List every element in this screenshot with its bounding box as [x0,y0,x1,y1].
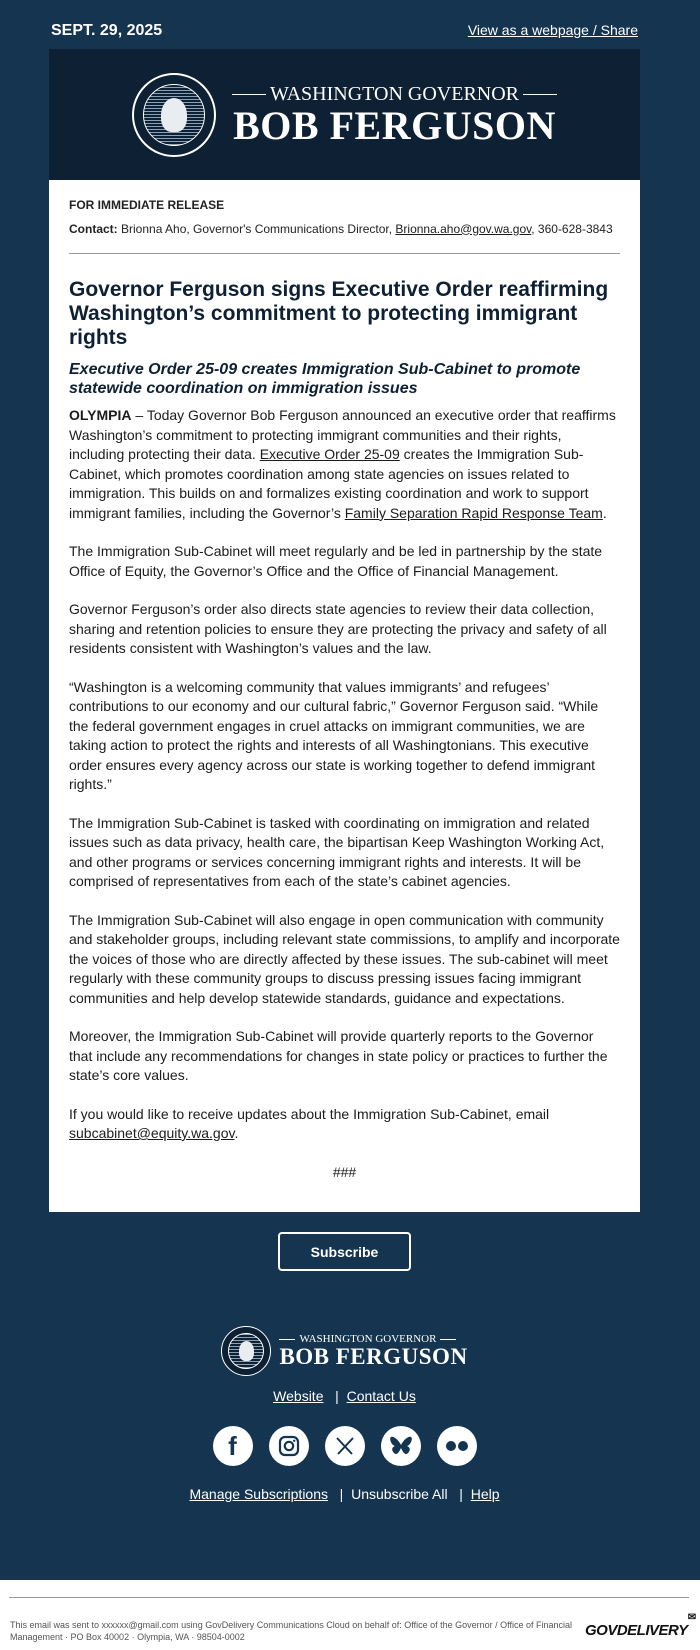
subscription-links: Manage Subscriptions | Unsubscribe All | Help [189,1486,500,1502]
subscribe-button[interactable]: Subscribe [278,1232,411,1271]
contact-line [69,220,620,240]
text: creates the Immigration Sub-Cabinet, which promotes coordination among state agencies on issues related to immigration. This builds on and formalizes existing coordination and work to support immigrant families, including the Governor’s [69,446,589,521]
legal-text: This email was sent to xxxxxx@gmail.com using GovDelivery Communications Cloud on behalf of: Office of the Governor / Office of Financial Management · PO Box 40002 · Olympia, WA · 98504-0002 [10,1620,573,1642]
text: – Today Governor Bob Ferguson announced an executive order that reaffirms Washington’s commitment to protecting immigrant communities and their rights, including protecting their data. [69,407,616,462]
flickr-icon[interactable] [437,1426,477,1466]
rapid-response-team-link[interactable]: Family Separation Rapid Response Team [344,504,603,521]
header-banner [49,49,640,180]
paragraph: The Immigration Sub-Cabinet will also engage in open communication with community and stakeholder groups, including relevant state commissions, to amplify and incorporate the voices of those who are directly affected by these issues. The sub-cabinet will meet regularly with these community groups to discuss pressing issues facing immigrant communities and help develop statewide standards, guidance and expectations. [69,911,620,1006]
footer-links [0,1388,689,1404]
release-label: FOR IMMEDIATE RELEASE [69,198,225,212]
facebook-icon[interactable]: f [213,1426,253,1466]
date: SEPT. 29, 2025 [51,22,163,39]
separator: | [335,1388,339,1404]
paragraph: Moreover, the Immigration Sub-Cabinet will provide quarterly reports to the Governor that include any recommendations for changes in state policy or practices to further the state’s core values. [69,1028,608,1083]
email-card [49,49,640,1212]
contact-label: Contact: [69,221,118,236]
text: If you would like to receive updates about the Immigration Sub-Cabinet, email [69,1105,550,1122]
govdelivery-logo [585,1612,696,1639]
state-seal-icon [221,1326,271,1376]
subcabinet-email-link[interactable]: subcabinet@equity.wa.gov [69,1125,235,1141]
footer-divider [9,1597,689,1598]
divider [69,253,620,254]
subheadline: Executive Order 25-09 creates Immigration Sub-Cabinet to promote statewide coordination on immigration issues [69,361,581,397]
governor-wordmark [232,83,557,146]
website-link[interactable]: Website [273,1388,324,1404]
paragraph [69,406,620,523]
wordmark-line2: BOB FERGUSON [279,1344,468,1369]
social-links [213,1426,477,1466]
x-icon[interactable] [325,1426,365,1466]
email-footer [0,1580,700,1650]
dateline: OLYMPIA [69,407,132,423]
contact-text: Brionna Aho, Governor's Communications Director, [117,221,396,236]
quote-paragraph: “Washington is a welcoming community that values immigrants’ and refugees’ contributions to our economy and our cultural fabric,” Governor Ferguson said. “While the federal government engages in cruel attacks on immigrant communities, we are taking action to protect the rights and interests of all Washingtonians. This executive order ensures every agency across our state is working together to defend immigrant rights.” [69,678,599,792]
footer-logo [221,1326,467,1376]
view-as-webpage-link[interactable]: View as a webpage / Share [467,22,638,38]
text: . [602,504,607,521]
paragraph: The Immigration Sub-Cabinet will meet regularly and be led in partnership by the state Office of Equity, the Governor’s Office and the Office of Financial Management. [69,543,603,579]
executive-order-link[interactable]: Executive Order 25-09 [259,446,400,462]
contact-email-link[interactable]: Brionna.aho@gov.wa.gov [395,221,532,236]
paragraph: Governor Ferguson’s order also directs state agencies to review their data collection, sharing and retention policies to ensure they are protecting the privacy and safety of all residents consistent with Washington’s values and the law. [69,601,607,656]
contact-us-link[interactable]: Contact Us [346,1388,416,1404]
email-body [49,180,640,1212]
text: . [234,1125,239,1141]
instagram-icon[interactable] [269,1426,309,1466]
wordmark-line2: BOB FERGUSON [233,103,556,148]
top-bar [51,22,638,40]
paragraph [69,1105,620,1144]
help-link[interactable]: Help [470,1486,500,1502]
wordmark-line1: WASHINGTON GOVERNOR [279,1333,467,1345]
brand-text: GOVDELIVERY [585,1622,688,1639]
headline: Governor Ferguson signs Executive Order reaffirming Washington’s commitment to protecting immigrant rights [69,278,609,349]
end-mark: ### [332,1163,357,1180]
contact-phone: , 360-628-3843 [531,221,613,236]
envelope-icon: ✉ [687,1612,696,1623]
unsubscribe-all-link[interactable]: Unsubscribe All [351,1486,448,1502]
paragraph: The Immigration Sub-Cabinet is tasked with coordinating on immigration and related issues such as data privacy, health care, the bipartisan Keep Washington Working Act, and other programs or services concerning immigrant rights and interests. It will be comprised of representatives from each of the state’s cabinet agencies. [69,814,605,889]
bluesky-icon[interactable] [381,1426,421,1466]
manage-subscriptions-link[interactable]: Manage Subscriptions [189,1486,329,1502]
wordmark-line1: WASHINGTON GOVERNOR [232,83,557,106]
state-seal-icon [132,73,216,157]
